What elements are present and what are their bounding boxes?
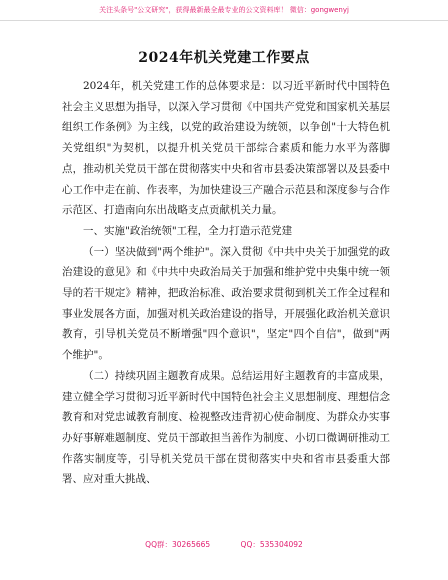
section-heading-1: 一、实施"政治统领"工程，全力打造示范党建 — [83, 224, 293, 237]
watermark-footer — [0, 539, 448, 550]
paragraph-intro: 2024年，机关党建工作的总体要求是：以习近平新时代中国特色社会主义思想为指导，以深入学习贯彻《中国共产党党和国家机关基层组织工作条例》为主线，以党的政治建设为统领，以争创"十大特色机关党组织"为契机，以提升机关党员干部综合素质和能力水平为落脚点，推动机关党员干部在贯彻落实中央和省市县委决策部署以及县委中心工作中走在前、作表率，为加快建设三产融合示范县和深度参与合作示范区、打造南向东出战略支点贡献机关力量。 — [62, 80, 390, 217]
watermark-header: 关注头条号"公文研究"，获得最新最全最专业的公文资料库！ 微信：gongwenyj — [0, 0, 448, 21]
qq-group-label: QQ群：30265665 — [145, 540, 211, 549]
paragraph-item-2: （二）持续巩固主题教育成果。总结运用好主题教育的丰富成果，建立健全学习贯彻习近平新时代中国特色社会主义思想制度、理想信念教育和对党忠诚教育制度、检视整改违背初心使命制度、为群众办实事办好事解难题制度、党员干部敢担当善作为制度、小切口微调研推动工作落实制度等，引导机关党员干部在贯彻落实中央和省市县委重大部署、应对重大挑战、 — [62, 369, 390, 486]
paragraph-item-1: （一）坚决做到"两个维护"。深入贯彻《中共中央关于加强党的政治建设的意见》和《中共中央政治局关于加强和维护党中央集中统一领导的若干规定》精神，把政治标准、政治要求贯彻到机关工作全过程和事业发展各方面，加强对机关政治建设的指导，开展强化政治机关意识教育，引导机关党员不断增强"四个意识"，坚定"四个自信"，做到"两个维护"。 — [62, 245, 390, 362]
document-body — [62, 76, 390, 490]
qq-label: QQ：535304092 — [240, 540, 303, 549]
document-title: 2024年机关党建工作要点 — [138, 50, 310, 66]
